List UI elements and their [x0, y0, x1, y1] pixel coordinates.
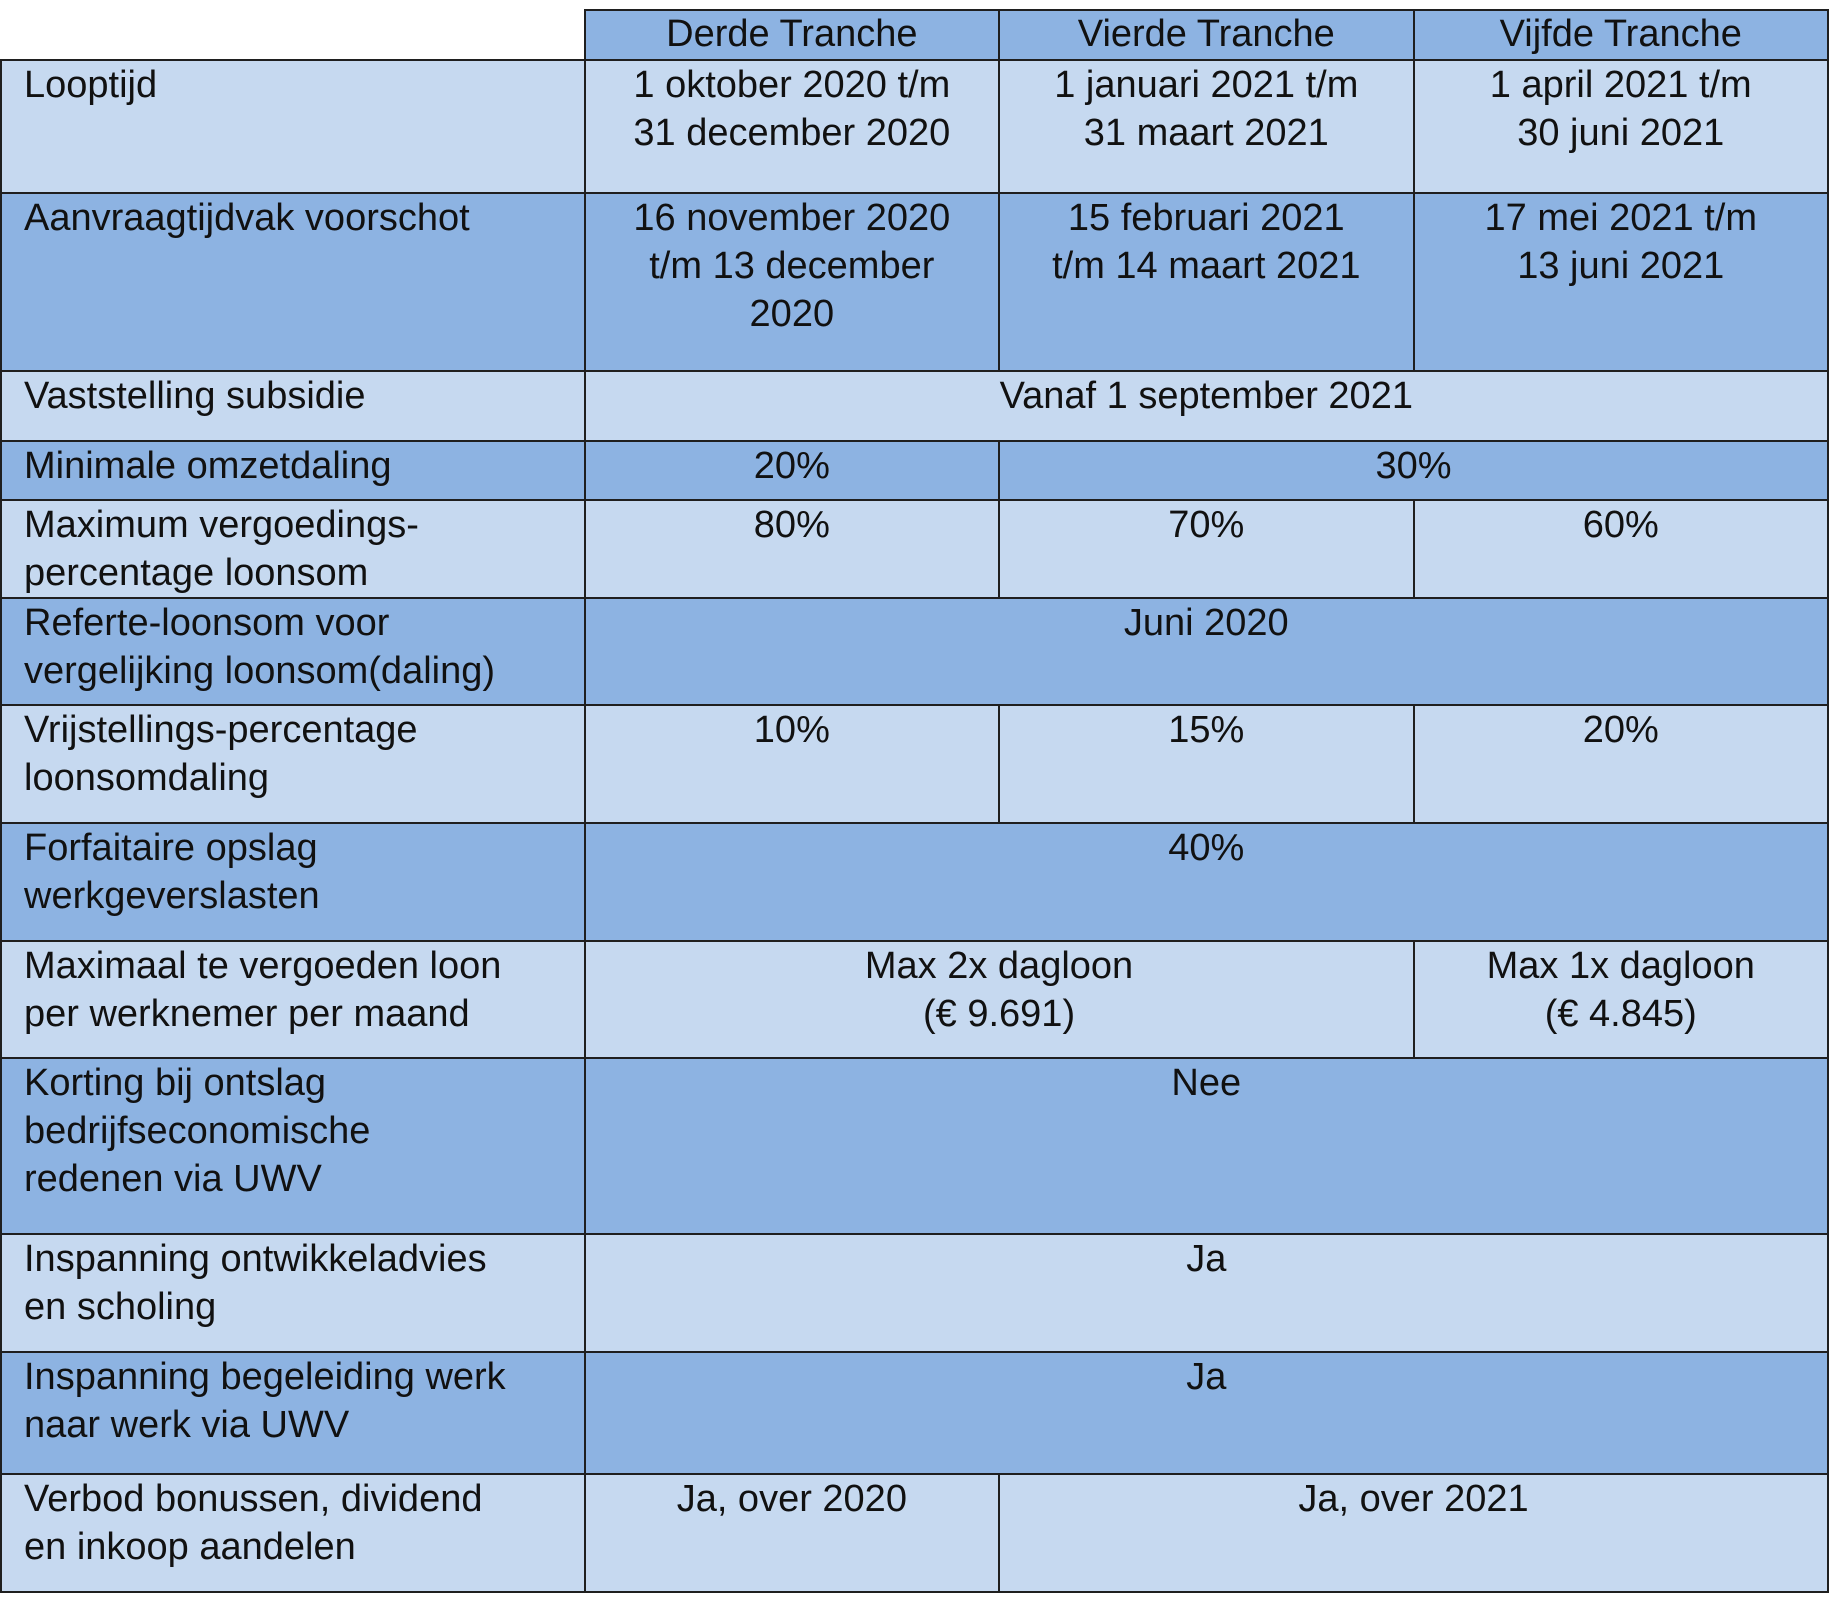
row-label — [1, 1234, 585, 1352]
cell-line: 1 januari 2021 t/m — [1054, 64, 1359, 106]
label-line: vergelijking loonsom(daling) — [24, 650, 496, 692]
label-line: Vaststelling subsidie — [24, 375, 366, 417]
label-line: Forfaitaire opslag — [24, 827, 318, 869]
cell-line: 20% — [753, 445, 830, 487]
cell-line: 1 oktober 2020 t/m — [633, 64, 951, 106]
row-label — [1, 598, 585, 705]
row-label — [1, 1352, 585, 1474]
label-line: Inspanning begeleiding werk — [24, 1356, 506, 1398]
cell-vijfde — [1414, 193, 1828, 371]
cell-vijfde — [1414, 500, 1828, 598]
label-line: werkgeverslasten — [24, 875, 320, 917]
label-line: en scholing — [24, 1286, 217, 1328]
row-label — [1, 705, 585, 823]
cell-vierde — [999, 193, 1413, 371]
header-vijfde-tranche: Vijfde Tranche — [1414, 10, 1828, 60]
cell-all-tranches — [585, 1352, 1828, 1474]
cell-line: 31 maart 2021 — [1083, 112, 1329, 154]
label-line: en inkoop aandelen — [24, 1526, 356, 1568]
cell-line: 20% — [1582, 709, 1659, 751]
cell-line: 80% — [753, 504, 830, 546]
cell-line: Ja — [1186, 1356, 1227, 1398]
cell-line: t/m 13 december — [649, 245, 935, 287]
row-minimale-omzetdaling — [1, 441, 1828, 500]
row-label — [1, 60, 585, 193]
row-forfaitaire-opslag — [1, 823, 1828, 941]
row-inspanning-ontwikkeladvies — [1, 1234, 1828, 1352]
cell-line: 40% — [1168, 827, 1245, 869]
row-korting-bij-ontslag — [1, 1058, 1828, 1234]
row-label — [1, 823, 585, 941]
cell-derde — [585, 705, 1000, 823]
label-line: Vrijstellings-percentage — [24, 709, 418, 751]
label-line: per werknemer per maand — [24, 993, 470, 1035]
cell-derde — [585, 441, 1000, 500]
label-line: Inspanning ontwikkeladvies — [24, 1238, 487, 1280]
cell-line: t/m 14 maart 2021 — [1052, 245, 1361, 287]
cell-vierde — [999, 60, 1413, 193]
cell-line: 10% — [753, 709, 830, 751]
row-label — [1, 371, 585, 441]
cell-vijfde — [1414, 60, 1828, 193]
cell-derde — [585, 500, 1000, 598]
cell-line: 15% — [1168, 709, 1245, 751]
cell-line: Ja — [1186, 1238, 1227, 1280]
row-label — [1, 193, 585, 371]
row-inspanning-begeleiding — [1, 1352, 1828, 1474]
cell-derde — [585, 1474, 1000, 1592]
row-label — [1, 1058, 585, 1234]
cell-line: Nee — [1171, 1062, 1242, 1104]
row-verbod-bonussen — [1, 1474, 1828, 1592]
cell-line: Ja, over 2020 — [676, 1478, 907, 1520]
cell-derde-vierde — [585, 941, 1414, 1058]
row-vaststelling-subsidie — [1, 371, 1828, 441]
row-label — [1, 441, 585, 500]
row-label — [1, 500, 585, 598]
cell-vijfde — [1414, 941, 1828, 1058]
cell-all-tranches — [585, 823, 1828, 941]
cell-line: 1 april 2021 t/m — [1489, 64, 1752, 106]
label-line: naar werk via UWV — [24, 1404, 350, 1446]
row-label — [1, 1474, 585, 1592]
row-maximum-vergoedingspercentage — [1, 500, 1828, 598]
cell-line: 16 november 2020 — [633, 197, 951, 239]
cell-line: Max 1x dagloon — [1486, 945, 1755, 987]
cell-line: 15 februari 2021 — [1067, 197, 1345, 239]
cell-line: 17 mei 2021 t/m — [1484, 197, 1757, 239]
cell-line: 2020 — [749, 293, 835, 335]
row-label — [1, 941, 585, 1058]
cell-line: 60% — [1582, 504, 1659, 546]
cell-all-tranches — [585, 371, 1828, 441]
cell-line: Ja, over 2021 — [1298, 1478, 1529, 1520]
tranche-comparison-table — [0, 9, 1829, 1593]
label-line: Referte-loonsom voor — [24, 602, 390, 644]
label-line: Korting bij ontslag — [24, 1062, 327, 1104]
cell-line: (€ 4.845) — [1544, 993, 1697, 1035]
label-line: Minimale omzetdaling — [24, 445, 392, 487]
header-derde-tranche: Derde Tranche — [585, 10, 1000, 60]
row-referte-loonsom — [1, 598, 1828, 705]
label-line: Maximum vergoedings- — [24, 504, 419, 546]
cell-line: 30% — [1375, 445, 1452, 487]
cell-all-tranches — [585, 598, 1828, 705]
label-line: Maximaal te vergoeden loon — [24, 945, 502, 987]
label-line: redenen via UWV — [24, 1158, 322, 1200]
cell-line: 13 juni 2021 — [1517, 245, 1725, 287]
cell-all-tranches — [585, 1058, 1828, 1234]
cell-line: (€ 9.691) — [923, 993, 1076, 1035]
cell-vierde-vijfde — [999, 1474, 1828, 1592]
cell-line: Max 2x dagloon — [864, 945, 1134, 987]
label-line: Looptijd — [24, 64, 158, 106]
label-line: Aanvraagtijdvak voorschot — [24, 197, 470, 239]
cell-line: 31 december 2020 — [633, 112, 951, 154]
cell-line: Vanaf 1 september 2021 — [999, 375, 1413, 417]
row-looptijd — [1, 60, 1828, 193]
cell-line: 70% — [1168, 504, 1245, 546]
label-line: percentage loonsom — [24, 552, 369, 594]
label-line: loonsomdaling — [24, 757, 270, 799]
row-aanvraagtijdvak — [1, 193, 1828, 371]
cell-all-tranches — [585, 1234, 1828, 1352]
cell-line: Juni 2020 — [1123, 602, 1289, 644]
row-vrijstellingspercentage — [1, 705, 1828, 823]
corner-cell — [1, 10, 585, 60]
header-vierde-tranche: Vierde Tranche — [999, 10, 1413, 60]
cell-vierde — [999, 705, 1413, 823]
cell-vierde — [999, 500, 1413, 598]
header-row — [1, 10, 1828, 60]
cell-vijfde — [1414, 705, 1828, 823]
cell-vierde-vijfde — [999, 441, 1828, 500]
cell-derde — [585, 193, 1000, 371]
cell-line: 30 juni 2021 — [1517, 112, 1725, 154]
cell-derde — [585, 60, 1000, 193]
label-line: Verbod bonussen, dividend — [24, 1478, 483, 1520]
row-maximaal-te-vergoeden-loon — [1, 941, 1828, 1058]
label-line: bedrijfseconomische — [24, 1110, 371, 1152]
